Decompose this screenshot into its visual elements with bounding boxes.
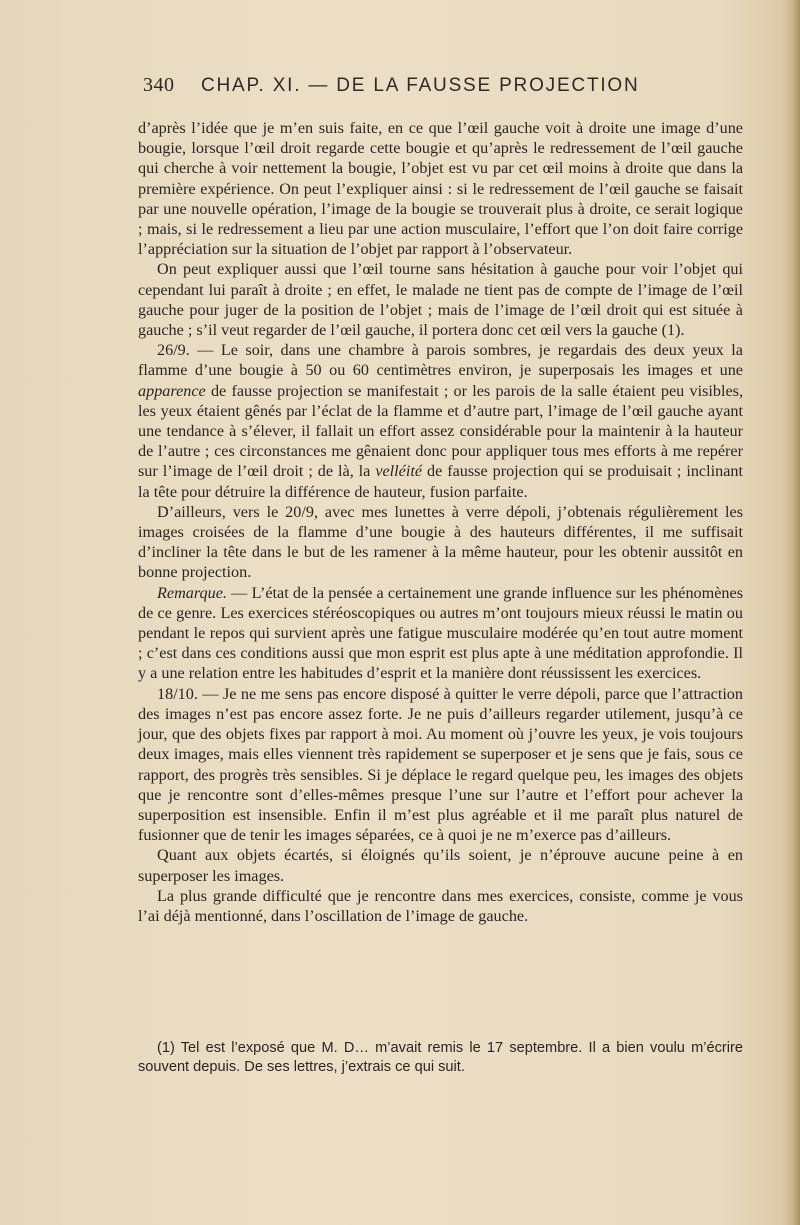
- page-header: [143, 74, 743, 102]
- paragraph-2: On peut expliquer aussi que l’œil tourne sans hésitation à gauche pour voir l’objet qui cependant lui paraît à droite ; en effet, le malade ne tient pas de compte de l’image de l’œil gauche pour juger de la position de l’objet ; mais de l’image de l’œil droit qui est située à gauche ; s’il veut regarder de l’œil gauche, il portera donc cet œil vers la gauche (1).: [138, 260, 743, 340]
- running-head: CHAP. XI. — DE LA FAUSSE PROJECTION: [201, 75, 640, 96]
- paragraph-5: [138, 583, 743, 684]
- paragraph-6: 18/10. — Je ne me sens pas encore disposé à quitter le verre dépoli, parce que l’attraction des images n’est pas encore assez forte. Je ne puis d’ailleurs regarder utilement, jusqu’à ce jour, que des objets fixes par rapport à moi. Au moment où j’ouvre les yeux, je vois toujours deux images, mais elles viennent très rapidement se superposer et je sens que je fais, sous ce rapport, des progrès très sensibles. Si je déplace le regard quelque peu, les images des objets que je rencontre sont d’elles-mêmes presque l’une sur l’autre et l’effort pour achever la superposition est insensible. Enfin il m’est plus agréable et il me paraît plus naturel de fusionner que de tenir les images séparées, ce à quoi je ne m’exerce pas d’ailleurs.: [138, 684, 743, 845]
- footnote: (1) Tel est l’exposé que M. D… m’avait remis le 17 septembre. Il a bien voulu m’écrire souvent depuis. De ses lettres, j’extrais ce qui suit.: [138, 1040, 743, 1075]
- paragraph-3-text-c: de fausse projection qui se produisait ; inclinant la tête pour détruire la différence de hauteur, fusion parfaite.: [138, 462, 743, 501]
- emphasis-apparence: apparence: [138, 381, 206, 400]
- paragraph-3-text-b: de fausse projection se manifestait ; or les parois de la salle étaient peu visibles, les yeux étaient gênés par l’éclat de la flamme et d’autre part, l’image de l’œil gauche ayant une tendance à s’élever, il fallait un effort assez considérable pour la maintenir à la hauteur de l’autre ; ces circonstances me gênaient donc pour appliquer tous mes efforts à me repérer sur l’image de l’œil droit ; de là, la: [138, 381, 743, 481]
- page-number: 340: [143, 74, 175, 96]
- page-edge-shadow: [782, 0, 800, 1225]
- paragraph-3-text-a: 26/9. — Le soir, dans une chambre à parois sombres, je regardais des deux yeux la flamme d’une bougie à 50 ou 60 centimètres environ, je superposais les images et une: [138, 341, 743, 380]
- emphasis-velleite: velléité: [375, 462, 423, 481]
- paragraph-4: D’ailleurs, vers le 20/9, avec mes lunettes à verre dépoli, j’obtenais régulièrement les images croisées de la flamme d’une bougie à des hauteurs différentes, il me suffisait d’incliner la tête dans le but de les ramener à la même hauteur, pour les obtenir aussitôt en bonne projection.: [138, 502, 743, 582]
- body-text: [138, 118, 743, 926]
- paragraph-8: La plus grande difficulté que je rencontre dans mes exercices, consiste, comme je vous l’ai déjà mentionné, dans l’oscillation de l’image de gauche.: [138, 886, 743, 925]
- paragraph-3: [138, 340, 743, 502]
- remarque-label: Remarque.: [157, 583, 227, 602]
- paragraph-7: Quant aux objets écartés, si éloignés qu’ils soient, je n’éprouve aucune peine à en superposer les images.: [138, 846, 743, 885]
- paragraph-1: d’après l’idée que je m’en suis faite, en ce que l’œil gauche voit à droite une image d’une bougie, lorsque l’œil droit regarde cette bougie et qu’après le redressement de l’œil gauche qui cherche à voir nettement la bougie, l’objet est vu par cet œil moins à droite que dans la première expérience. On peut l’expliquer ainsi : si le redressement de l’œil gauche se faisait par une nouvelle opération, l’image de la bougie se trouverait plus à droite, ce serait logique ; mais, si le redressement a lieu par une action musculaire, l’effort que l’on doit faire corrige l’appréciation sur la situation de l’objet par rapport à l’observateur.: [138, 119, 743, 259]
- paragraph-5-text: — L’état de la pensée a certainement une grande influence sur les phénomènes de ce genre. Les exercices stéréoscopiques ou autres m’ont toujours mieux réussi le matin ou pendant le repos qui survient après une fatigue musculaire modérée qu’en tout autre moment ; c’est dans ces conditions aussi que mon esprit est plus apte à une méditation approfondie. Il y a une relation entre les habitudes d’esprit et la manière dont réussissent les exercices.: [138, 583, 743, 683]
